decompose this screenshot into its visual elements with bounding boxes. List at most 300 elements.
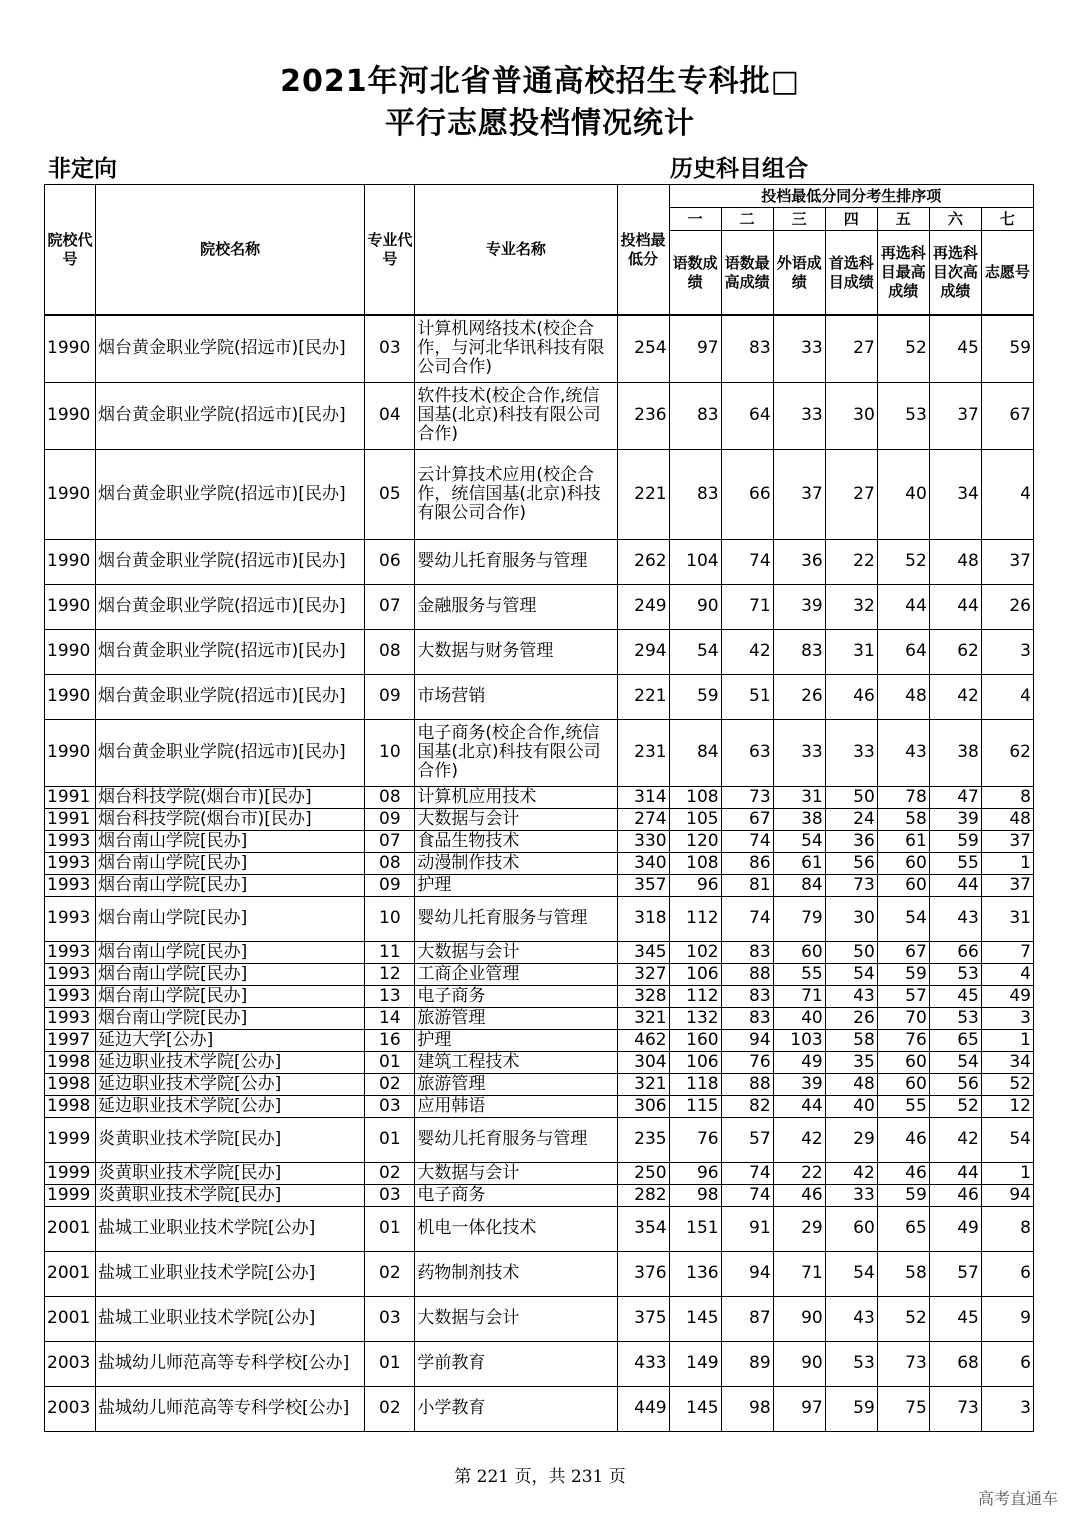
tie-value-cell: 48: [981, 808, 1033, 830]
tie-value-cell: 59: [929, 830, 981, 852]
table-row: [45, 896, 1034, 941]
tie-value-cell: 73: [721, 786, 773, 808]
tie-value-cell: 37: [981, 874, 1033, 896]
header-rank: 五: [877, 208, 929, 231]
major-name-cell: 软件技术(校企合作,统信国基(北京)科技有限公司合作): [415, 382, 617, 449]
school-code-cell: 2003: [45, 1386, 96, 1431]
tie-value-cell: 38: [929, 719, 981, 786]
tie-value-cell: 31: [773, 786, 825, 808]
tie-value-cell: 46: [929, 1184, 981, 1206]
tie-value-cell: 43: [825, 985, 877, 1007]
major-code-cell: 16: [365, 1029, 415, 1051]
tie-value-cell: 73: [877, 1341, 929, 1386]
tie-value-cell: 53: [929, 1007, 981, 1029]
tie-value-cell: 3: [981, 1386, 1033, 1431]
tie-value-cell: 83: [669, 449, 721, 539]
tie-value-cell: 145: [669, 1296, 721, 1341]
tie-value-cell: 36: [773, 539, 825, 584]
school-code-cell: 2001: [45, 1296, 96, 1341]
major-code-cell: 03: [365, 1095, 415, 1117]
school-code-cell: 1993: [45, 896, 96, 941]
tie-value-cell: 54: [981, 1117, 1033, 1162]
school-code-cell: 2003: [45, 1341, 96, 1386]
tie-value-cell: 29: [825, 1117, 877, 1162]
tie-value-cell: 8: [981, 786, 1033, 808]
school-name-cell: 烟台黄金职业学院(招远市)[民办]: [96, 539, 365, 584]
school-name-cell: 烟台黄金职业学院(招远市)[民办]: [96, 629, 365, 674]
tie-value-cell: 98: [721, 1386, 773, 1431]
tie-value-cell: 30: [825, 382, 877, 449]
school-name-cell: 盐城工业职业技术学院[公办]: [96, 1206, 365, 1251]
tie-value-cell: 38: [773, 808, 825, 830]
tie-value-cell: 68: [929, 1341, 981, 1386]
major-code-cell: 09: [365, 874, 415, 896]
tie-value-cell: 76: [669, 1117, 721, 1162]
school-name-cell: 烟台黄金职业学院(招远市)[民办]: [96, 382, 365, 449]
page-subtitle: 平行志愿投档情况统计: [385, 106, 695, 141]
header-tie-group: 投档最低分同分考生排序项: [669, 185, 1033, 208]
school-code-cell: 1999: [45, 1162, 96, 1184]
tie-value-cell: 33: [773, 719, 825, 786]
tie-value-cell: 53: [877, 382, 929, 449]
min-score-cell: 235: [617, 1117, 669, 1162]
min-score-cell: 231: [617, 719, 669, 786]
tie-value-cell: 52: [877, 315, 929, 382]
school-code-cell: 1993: [45, 1007, 96, 1029]
tie-value-cell: 53: [929, 963, 981, 985]
min-score-cell: 375: [617, 1296, 669, 1341]
school-name-cell: 烟台黄金职业学院(招远市)[民办]: [96, 449, 365, 539]
table-row: [45, 629, 1034, 674]
tie-value-cell: 34: [981, 1051, 1033, 1073]
tie-value-cell: 60: [877, 874, 929, 896]
tie-value-cell: 59: [877, 1184, 929, 1206]
tie-value-cell: 74: [721, 539, 773, 584]
tie-value-cell: 58: [825, 1029, 877, 1051]
table-row: [45, 808, 1034, 830]
tie-value-cell: 83: [721, 315, 773, 382]
header-col: 再选科目最高成绩: [877, 231, 929, 316]
min-score-cell: 274: [617, 808, 669, 830]
tie-value-cell: 136: [669, 1251, 721, 1296]
tie-value-cell: 60: [877, 1073, 929, 1095]
tie-value-cell: 73: [825, 874, 877, 896]
tie-value-cell: 115: [669, 1095, 721, 1117]
school-code-cell: 1993: [45, 941, 96, 963]
tie-value-cell: 61: [773, 852, 825, 874]
tie-value-cell: 60: [773, 941, 825, 963]
tie-value-cell: 27: [825, 449, 877, 539]
min-score-cell: 462: [617, 1029, 669, 1051]
tie-value-cell: 54: [877, 896, 929, 941]
tie-value-cell: 54: [825, 963, 877, 985]
tie-value-cell: 64: [877, 629, 929, 674]
tie-value-cell: 83: [721, 941, 773, 963]
table-row: [45, 963, 1034, 985]
tie-value-cell: 43: [825, 1296, 877, 1341]
major-name-cell: 工商企业管理: [415, 963, 617, 985]
tie-value-cell: 81: [721, 874, 773, 896]
page-footer: 第 221 页，共 231 页: [454, 1467, 626, 1487]
tie-value-cell: 60: [877, 1051, 929, 1073]
tie-value-cell: 4: [981, 674, 1033, 719]
min-score-cell: 345: [617, 941, 669, 963]
tie-value-cell: 36: [825, 830, 877, 852]
tie-value-cell: 48: [825, 1073, 877, 1095]
tie-value-cell: 60: [825, 1206, 877, 1251]
school-name-cell: 延边职业技术学院[公办]: [96, 1073, 365, 1095]
table-row: [45, 852, 1034, 874]
tie-value-cell: 24: [825, 808, 877, 830]
header-rank: 三: [773, 208, 825, 231]
min-score-cell: 327: [617, 963, 669, 985]
major-name-cell: 应用韩语: [415, 1095, 617, 1117]
tie-value-cell: 56: [825, 852, 877, 874]
tie-value-cell: 40: [825, 1095, 877, 1117]
school-code-cell: 1990: [45, 674, 96, 719]
tie-value-cell: 31: [825, 629, 877, 674]
tie-value-cell: 54: [929, 1051, 981, 1073]
tie-value-cell: 106: [669, 963, 721, 985]
table-row: [45, 941, 1034, 963]
tie-value-cell: 112: [669, 985, 721, 1007]
tie-value-cell: 47: [929, 786, 981, 808]
tie-value-cell: 52: [877, 1296, 929, 1341]
major-code-cell: 09: [365, 808, 415, 830]
tie-value-cell: 61: [877, 830, 929, 852]
min-score-cell: 357: [617, 874, 669, 896]
tie-value-cell: 39: [929, 808, 981, 830]
school-code-cell: 1991: [45, 808, 96, 830]
major-name-cell: 学前教育: [415, 1341, 617, 1386]
tie-value-cell: 83: [669, 382, 721, 449]
tie-value-cell: 29: [773, 1206, 825, 1251]
tie-value-cell: 97: [669, 315, 721, 382]
school-name-cell: 烟台科技学院(烟台市)[民办]: [96, 786, 365, 808]
school-code-cell: 1990: [45, 719, 96, 786]
tie-value-cell: 59: [981, 315, 1033, 382]
tie-value-cell: 94: [981, 1184, 1033, 1206]
tie-value-cell: 74: [721, 1184, 773, 1206]
tie-value-cell: 70: [877, 1007, 929, 1029]
major-name-cell: 金融服务与管理: [415, 584, 617, 629]
header-rank: 二: [721, 208, 773, 231]
tie-value-cell: 32: [825, 584, 877, 629]
tie-value-cell: 62: [981, 719, 1033, 786]
tie-value-cell: 55: [929, 852, 981, 874]
tie-value-cell: 51: [721, 674, 773, 719]
header-col: 外语成绩: [773, 231, 825, 316]
header-min-score: 投档最低分: [617, 185, 669, 316]
school-name-cell: 烟台南山学院[民办]: [96, 941, 365, 963]
tie-value-cell: 33: [825, 1184, 877, 1206]
tie-value-cell: 39: [773, 1073, 825, 1095]
school-code-cell: 1993: [45, 830, 96, 852]
min-score-cell: 221: [617, 449, 669, 539]
tie-value-cell: 30: [825, 896, 877, 941]
major-name-cell: 电子商务: [415, 1184, 617, 1206]
school-name-cell: 炎黄职业技术学院[民办]: [96, 1117, 365, 1162]
tie-value-cell: 45: [929, 1296, 981, 1341]
tie-value-cell: 62: [929, 629, 981, 674]
min-score-cell: 314: [617, 786, 669, 808]
tie-value-cell: 6: [981, 1251, 1033, 1296]
major-name-cell: 动漫制作技术: [415, 852, 617, 874]
tie-value-cell: 50: [825, 941, 877, 963]
tie-value-cell: 33: [773, 382, 825, 449]
table-row: [45, 1095, 1034, 1117]
major-name-cell: 机电一体化技术: [415, 1206, 617, 1251]
school-name-cell: 烟台南山学院[民办]: [96, 896, 365, 941]
min-score-cell: 236: [617, 382, 669, 449]
tie-value-cell: 94: [721, 1251, 773, 1296]
school-name-cell: 烟台科技学院(烟台市)[民办]: [96, 808, 365, 830]
major-code-cell: 05: [365, 449, 415, 539]
major-code-cell: 01: [365, 1117, 415, 1162]
table-row: [45, 1341, 1034, 1386]
tie-value-cell: 44: [929, 874, 981, 896]
tie-value-cell: 59: [877, 963, 929, 985]
tie-value-cell: 56: [929, 1073, 981, 1095]
tie-value-cell: 106: [669, 1051, 721, 1073]
school-code-cell: 1990: [45, 584, 96, 629]
tie-value-cell: 94: [721, 1029, 773, 1051]
table-row: [45, 1386, 1034, 1431]
min-score-cell: 254: [617, 315, 669, 382]
table-row: [45, 1162, 1034, 1184]
tie-value-cell: 48: [877, 674, 929, 719]
tie-value-cell: 7: [981, 941, 1033, 963]
subject-group-label: 历史科目组合: [670, 156, 808, 182]
tie-value-cell: 42: [825, 1162, 877, 1184]
tie-value-cell: 37: [981, 539, 1033, 584]
tie-value-cell: 1: [981, 1162, 1033, 1184]
tie-value-cell: 46: [877, 1117, 929, 1162]
school-code-cell: 1991: [45, 786, 96, 808]
tie-value-cell: 76: [877, 1029, 929, 1051]
tie-value-cell: 44: [929, 1162, 981, 1184]
tie-value-cell: 145: [669, 1386, 721, 1431]
tie-value-cell: 53: [825, 1341, 877, 1386]
table-row: [45, 1007, 1034, 1029]
major-name-cell: 护理: [415, 1029, 617, 1051]
tie-value-cell: 96: [669, 1162, 721, 1184]
min-score-cell: 328: [617, 985, 669, 1007]
min-score-cell: 340: [617, 852, 669, 874]
min-score-cell: 249: [617, 584, 669, 629]
school-code-cell: 1993: [45, 963, 96, 985]
school-code-cell: 1997: [45, 1029, 96, 1051]
tie-value-cell: 66: [929, 941, 981, 963]
tie-value-cell: 97: [773, 1386, 825, 1431]
tie-value-cell: 84: [773, 874, 825, 896]
tie-value-cell: 108: [669, 852, 721, 874]
min-score-cell: 304: [617, 1051, 669, 1073]
table-row: [45, 315, 1034, 382]
school-name-cell: 烟台南山学院[民办]: [96, 874, 365, 896]
tie-value-cell: 120: [669, 830, 721, 852]
major-code-cell: 11: [365, 941, 415, 963]
tie-value-cell: 45: [929, 315, 981, 382]
tie-value-cell: 4: [981, 449, 1033, 539]
tie-value-cell: 112: [669, 896, 721, 941]
tie-value-cell: 83: [721, 985, 773, 1007]
major-name-cell: 食品生物技术: [415, 830, 617, 852]
major-name-cell: 电子商务(校企合作,统信国基(北京)科技有限公司合作): [415, 719, 617, 786]
tie-value-cell: 46: [825, 674, 877, 719]
major-name-cell: 药物制剂技术: [415, 1251, 617, 1296]
tie-value-cell: 8: [981, 1206, 1033, 1251]
tie-value-cell: 60: [877, 852, 929, 874]
tie-value-cell: 9: [981, 1296, 1033, 1341]
tie-value-cell: 40: [773, 1007, 825, 1029]
tie-value-cell: 149: [669, 1341, 721, 1386]
tie-value-cell: 63: [721, 719, 773, 786]
school-name-cell: 烟台南山学院[民办]: [96, 1007, 365, 1029]
min-score-cell: 262: [617, 539, 669, 584]
major-code-cell: 06: [365, 539, 415, 584]
tie-value-cell: 58: [877, 1251, 929, 1296]
tie-value-cell: 74: [721, 1162, 773, 1184]
tie-value-cell: 49: [773, 1051, 825, 1073]
min-score-cell: 318: [617, 896, 669, 941]
tie-value-cell: 75: [877, 1386, 929, 1431]
tie-value-cell: 57: [721, 1117, 773, 1162]
major-name-cell: 大数据与会计: [415, 808, 617, 830]
tie-value-cell: 132: [669, 1007, 721, 1029]
tie-value-cell: 76: [721, 1051, 773, 1073]
tie-value-cell: 44: [877, 584, 929, 629]
tie-value-cell: 37: [981, 830, 1033, 852]
tie-value-cell: 65: [929, 1029, 981, 1051]
school-name-cell: 烟台南山学院[民办]: [96, 985, 365, 1007]
major-name-cell: 大数据与会计: [415, 941, 617, 963]
table-row: [45, 1029, 1034, 1051]
school-code-cell: 1990: [45, 539, 96, 584]
major-name-cell: 婴幼儿托育服务与管理: [415, 539, 617, 584]
header-major-name: 专业名称: [415, 185, 617, 316]
major-code-cell: 04: [365, 382, 415, 449]
major-name-cell: 计算机应用技术: [415, 786, 617, 808]
tie-value-cell: 105: [669, 808, 721, 830]
header-school-name: 院校名称: [96, 185, 365, 316]
tie-value-cell: 118: [669, 1073, 721, 1095]
tie-value-cell: 33: [773, 315, 825, 382]
tie-value-cell: 42: [721, 629, 773, 674]
major-name-cell: 旅游管理: [415, 1007, 617, 1029]
tie-value-cell: 91: [721, 1206, 773, 1251]
header-rank: 六: [929, 208, 981, 231]
major-name-cell: 婴幼儿托育服务与管理: [415, 896, 617, 941]
major-code-cell: 08: [365, 852, 415, 874]
tie-value-cell: 87: [721, 1296, 773, 1341]
table-row: [45, 985, 1034, 1007]
table-row: [45, 1296, 1034, 1341]
school-code-cell: 2001: [45, 1206, 96, 1251]
tie-value-cell: 98: [669, 1184, 721, 1206]
tie-value-cell: 52: [929, 1095, 981, 1117]
tie-value-cell: 52: [981, 1073, 1033, 1095]
table-row: [45, 786, 1034, 808]
major-name-cell: 护理: [415, 874, 617, 896]
major-name-cell: 旅游管理: [415, 1073, 617, 1095]
tie-value-cell: 42: [929, 674, 981, 719]
tie-value-cell: 78: [877, 786, 929, 808]
table-row: [45, 719, 1034, 786]
min-score-cell: 321: [617, 1007, 669, 1029]
tie-value-cell: 46: [773, 1184, 825, 1206]
major-code-cell: 02: [365, 1162, 415, 1184]
major-code-cell: 01: [365, 1206, 415, 1251]
tie-value-cell: 71: [773, 985, 825, 1007]
tie-value-cell: 83: [721, 1007, 773, 1029]
header-school-code: 院校代号: [45, 185, 96, 316]
school-code-cell: 1993: [45, 852, 96, 874]
watermark: 高考直通车: [977, 1489, 1058, 1508]
admission-table: [44, 184, 1034, 1432]
school-name-cell: 烟台黄金职业学院(招远市)[民办]: [96, 719, 365, 786]
min-score-cell: 354: [617, 1206, 669, 1251]
min-score-cell: 306: [617, 1095, 669, 1117]
tie-value-cell: 89: [721, 1341, 773, 1386]
tie-value-cell: 71: [773, 1251, 825, 1296]
header-col: 语数最高成绩: [721, 231, 773, 316]
tie-value-cell: 45: [929, 985, 981, 1007]
tie-value-cell: 64: [721, 382, 773, 449]
tie-value-cell: 55: [773, 963, 825, 985]
tie-value-cell: 82: [721, 1095, 773, 1117]
tie-value-cell: 37: [773, 449, 825, 539]
school-code-cell: 1998: [45, 1095, 96, 1117]
tie-value-cell: 22: [773, 1162, 825, 1184]
header-rank: 一: [669, 208, 721, 231]
major-code-cell: 14: [365, 1007, 415, 1029]
tie-value-cell: 54: [825, 1251, 877, 1296]
tie-value-cell: 26: [773, 674, 825, 719]
major-name-cell: 云计算技术应用(校企合作，统信国基(北京)科技有限公司合作): [415, 449, 617, 539]
tie-value-cell: 37: [929, 382, 981, 449]
tie-value-cell: 3: [981, 1007, 1033, 1029]
tie-value-cell: 6: [981, 1341, 1033, 1386]
tie-value-cell: 4: [981, 963, 1033, 985]
tie-value-cell: 74: [721, 830, 773, 852]
school-name-cell: 烟台黄金职业学院(招远市)[民办]: [96, 674, 365, 719]
table-row: [45, 449, 1034, 539]
major-code-cell: 08: [365, 629, 415, 674]
school-code-cell: 1999: [45, 1117, 96, 1162]
tie-value-cell: 12: [981, 1095, 1033, 1117]
header-col: 志愿号: [981, 231, 1033, 316]
tie-value-cell: 26: [825, 1007, 877, 1029]
major-code-cell: 10: [365, 719, 415, 786]
school-name-cell: 炎黄职业技术学院[民办]: [96, 1162, 365, 1184]
table-row: [45, 584, 1034, 629]
tie-value-cell: 35: [825, 1051, 877, 1073]
major-code-cell: 10: [365, 896, 415, 941]
tie-value-cell: 104: [669, 539, 721, 584]
tie-value-cell: 31: [981, 896, 1033, 941]
tie-value-cell: 1: [981, 852, 1033, 874]
major-name-cell: 市场营销: [415, 674, 617, 719]
tie-value-cell: 33: [825, 719, 877, 786]
tie-value-cell: 84: [669, 719, 721, 786]
header-rank: 四: [825, 208, 877, 231]
major-name-cell: 大数据与财务管理: [415, 629, 617, 674]
major-code-cell: 12: [365, 963, 415, 985]
min-score-cell: 250: [617, 1162, 669, 1184]
table-row: [45, 674, 1034, 719]
school-name-cell: 盐城工业职业技术学院[公办]: [96, 1251, 365, 1296]
